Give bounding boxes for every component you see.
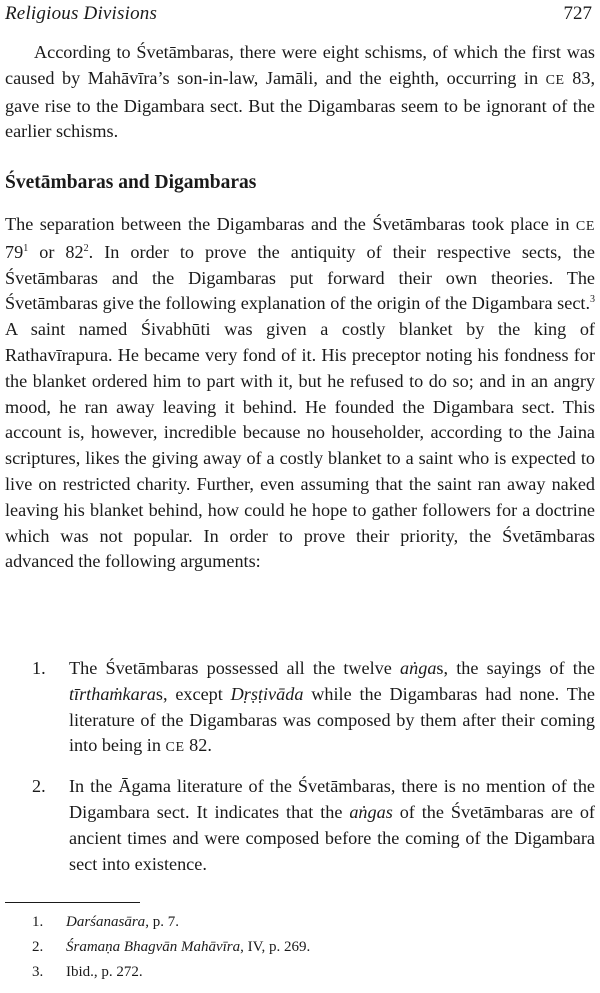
paragraph-separation: The separation between the Digambaras and the Śvetāmbaras took place in CE $79^1$ or $82^2$. In order to prove the antiquity of their respective sects, the Śvetāmbaras and the Digambaras put forward their own theories. The Śvetāmbaras give the following explanation of the origin of the Digambara sect.$^3$ A saint named Śivabhūti was given a costly blanket by the king of Rathavīrapura. He became very fond of it. His preceptor noting his fondness for the blanket ordered him to part with it, but he refused to do so; and in an angry mood, he ran away leaving it behind. He founded the Digambara sect. This account is, however, incredible because no householder, according to the Jaina scriptures, likes the giving away of a costly blanket to a saint who is expected to live on restricted charity. Further, even assuming that the saint ran away naked leaving his blanket behind, how could he hope to gather followers for a doctrine which was not popular. In order to prove their priority, the Śvetāmbaras advanced the following arguments: — [5, 214, 595, 572]
footnote-1: 1. Darśanasāra, p. 7. — [32, 914, 179, 930]
list-number: 2. — [32, 776, 46, 797]
list-item: 2. In the Āgama literature of the Śvetāmbaras, there is no mention of the Digambara sect. It indicates that the aṅgas of the Śvetāmbaras are of ancient times and were composed before the coming of the Digambara sect into existence. — [32, 776, 595, 874]
running-head: Religious Divisions — [5, 3, 158, 24]
footnotes — [5, 910, 595, 985]
footnote-3: 3. Ibid., p. 272. — [32, 964, 143, 980]
footnote-2: 2. Śramaṇa Bhagvān Mahāvīra, IV, p. 269. — [32, 939, 311, 955]
footnote-ref-3[interactable]: 3 — [590, 294, 595, 306]
paragraph-schisms: According to Śvetāmbaras, there were eight schisms, of which the first was caused by Mahāvīra’s son-in-law, Jamāli, and the eighth, occurring in CE 83, gave rise to the Digambara sect. But the Digambaras seem to be ignorant of the earlier schisms. — [5, 42, 595, 142]
era-abbreviation: CE — [165, 740, 185, 756]
list-number: 1. — [32, 658, 46, 678]
footnote-ref-1[interactable]: 1 — [23, 242, 29, 254]
footnote-ref-2[interactable]: 2 — [83, 242, 89, 254]
page-number: 727 — [563, 3, 592, 24]
section-heading: Śvetāmbaras and Digambaras — [5, 172, 257, 193]
footnote-divider — [5, 902, 140, 903]
list-item: 1. The Śvetāmbaras possessed all the twelve aṅgas, the sayings of the tīrthaṁkaras, except Dṛṣṭivāda while the Digambaras had none. The literature of the Digambaras was composed by them after their coming into being in CE 82. — [32, 658, 595, 756]
arguments-list — [5, 656, 595, 890]
era-abbreviation: CE — [575, 219, 595, 234]
page-header — [5, 2, 592, 30]
era-abbreviation: CE — [545, 72, 565, 88]
